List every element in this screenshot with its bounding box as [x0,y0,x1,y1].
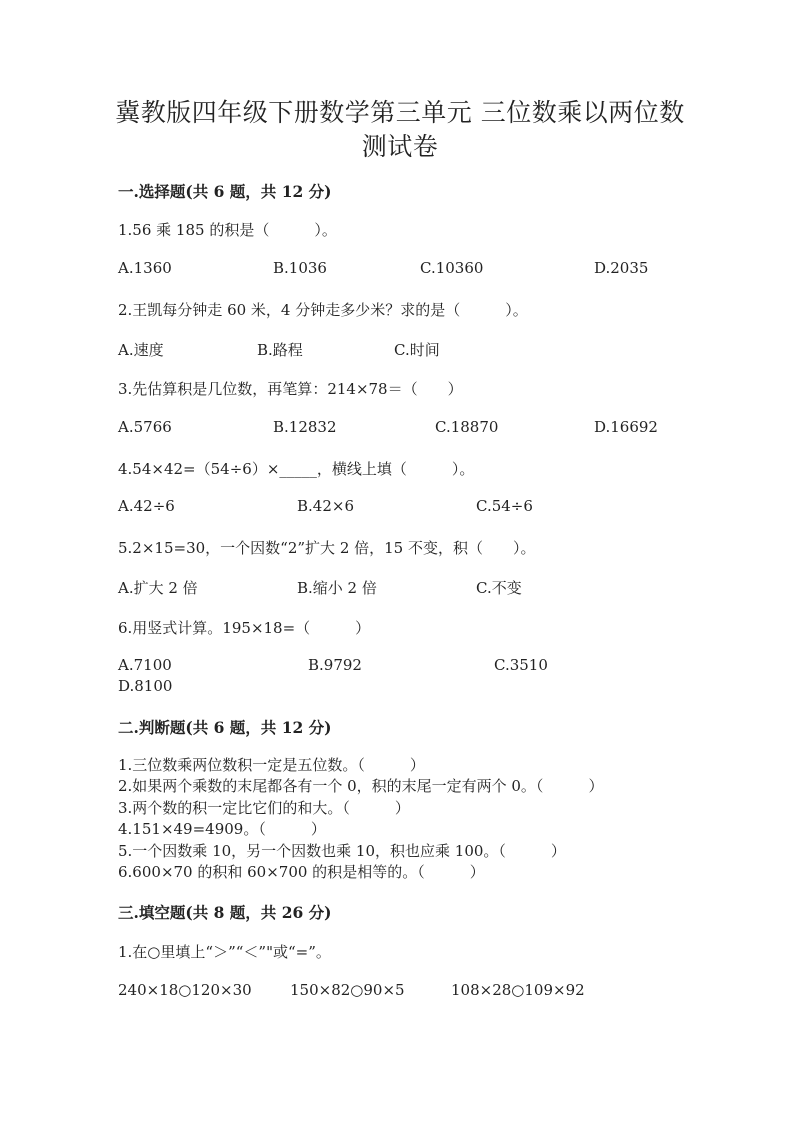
option-2b: B.路程 [257,341,303,359]
section-heading-judgement: 二.判断题(共 6 题，共 12 分) [118,718,332,737]
compare-item-3: 108×28○109×92 [451,981,585,999]
question-6: 6.用竖式计算。195×18=（ ） [118,619,371,637]
judgement-item-5: 5.一个因数乘 10，另一个因数也乘 10，积也应乘 100。（ ） [118,842,566,860]
judgement-item-6: 6.600×70 的积和 60×700 的积是相等的。（ ） [118,863,485,881]
question-4: 4.54×42=（54÷6）×_____，横线上填（ ）。 [118,460,475,478]
option-6d: D.8100 [118,677,173,695]
judgement-item-3: 3.两个数的积一定比它们的和大。（ ） [118,799,410,817]
option-1a: A.1360 [118,259,172,277]
option-3b: B.12832 [273,418,337,436]
fill-question-1: 1.在○里填上“＞”“＜”"或“=”。 [118,943,331,961]
option-4c: C.54÷6 [476,497,533,515]
section-heading-fill-blank: 三.填空题(共 8 题，共 26 分) [118,903,332,922]
question-1: 1.56 乘 185 的积是（ ）。 [118,221,337,239]
option-5c: C.不变 [476,579,522,597]
compare-item-1: 240×18○120×30 [118,981,252,999]
judgement-item-1: 1.三位数乘两位数积一定是五位数。（ ） [118,756,425,774]
option-6a: A.7100 [118,656,172,674]
option-5b: B.缩小 2 倍 [297,579,377,597]
option-2a: A.速度 [118,341,164,359]
option-1b: B.1036 [273,259,327,277]
option-2c: C.时间 [394,341,440,359]
exam-title [60,96,740,164]
option-1d: D.2035 [594,259,649,277]
option-4a: A.42÷6 [118,497,175,515]
option-1c: C.10360 [420,259,484,277]
option-5a: A.扩大 2 倍 [118,579,198,597]
question-5: 5.2×15=30，一个因数“2”扩大 2 倍，15 不变，积（ ）。 [118,539,536,557]
option-4b: B.42×6 [297,497,354,515]
option-6c: C.3510 [494,656,548,674]
option-6b: B.9792 [308,656,362,674]
question-2: 2.王凯每分钟走 60 米，4 分钟走多少米？求的是（ ）。 [118,301,528,319]
compare-item-2: 150×82○90×5 [290,981,405,999]
judgement-item-4: 4.151×49=4909。（ ） [118,820,326,838]
option-3d: D.16692 [594,418,658,436]
option-3c: C.18870 [435,418,499,436]
section-heading-choice: 一.选择题(共 6 题，共 12 分) [118,182,332,201]
option-3a: A.5766 [118,418,172,436]
title-line-2: 测试卷 [361,132,439,161]
question-3: 3.先估算积是几位数，再笔算：214×78＝（ ） [118,380,463,398]
title-line-1: 冀教版四年级下册数学第三单元 三位数乘以两位数 [115,98,685,127]
judgement-item-2: 2.如果两个乘数的末尾都各有一个 0，积的末尾一定有两个 0。（ ） [118,777,604,795]
